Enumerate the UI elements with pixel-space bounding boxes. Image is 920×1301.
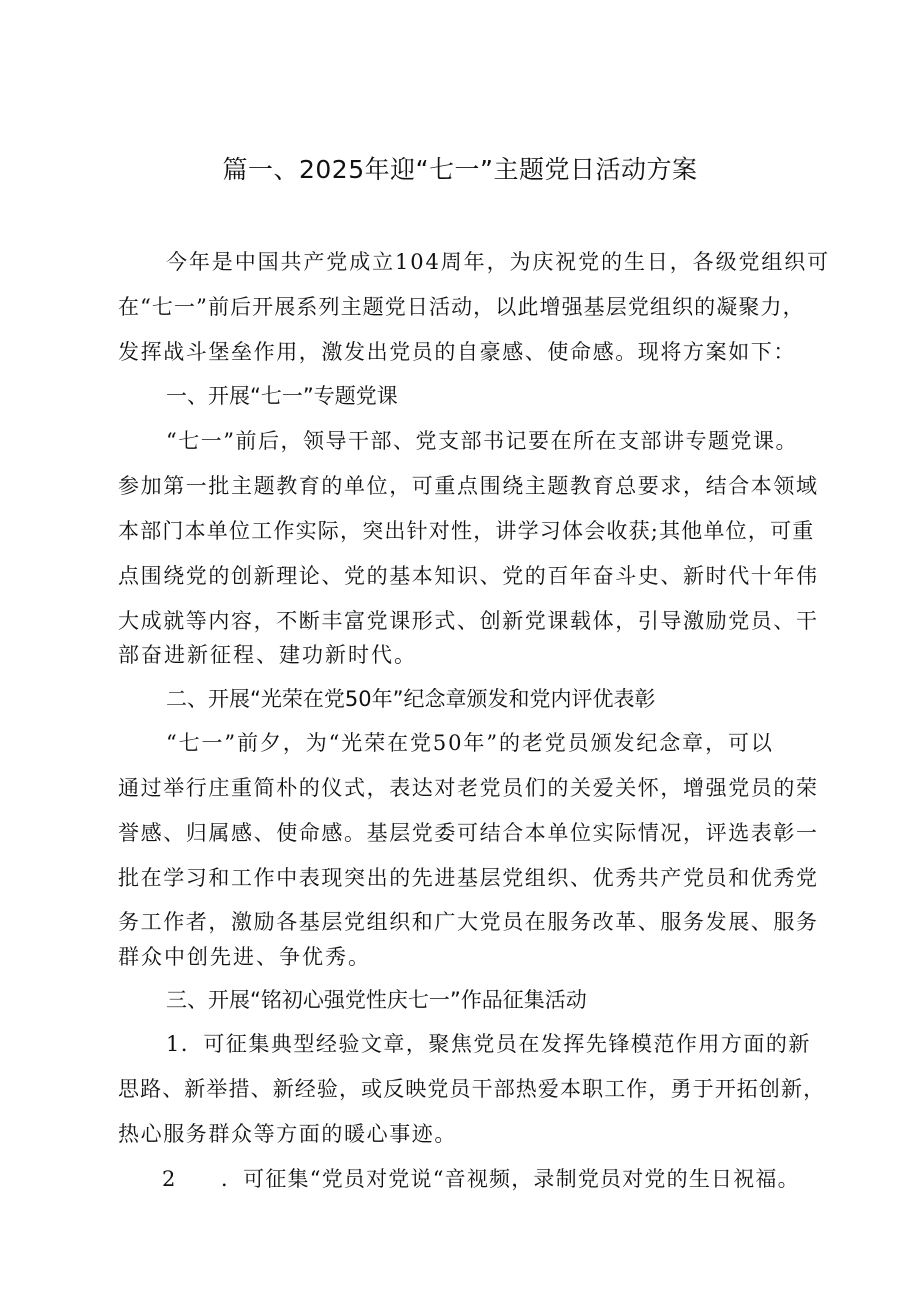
section-3-item-1-line-2: 思路、新举措、新经验，或反映党员干部热爱本职工作，勇于开拓创新， bbox=[118, 1077, 826, 1101]
intro-line-3: 发挥战斗堡垒作用，激发出党员的自豪感、使命感。现将方案如下： bbox=[118, 340, 796, 364]
section-2-line-3: 誉感、归属感、使命感。基层党委可结合本单位实际情况，评选表彰一 bbox=[118, 821, 819, 845]
section-2-line-4: 批在学习和工作中表现突出的先进基层党组织、优秀共产党员和优秀党 bbox=[118, 866, 819, 890]
section-2-line-5: 务工作者，激励各基层党组织和广大党员在服务改革、服务发展、服务 bbox=[118, 910, 819, 934]
section-2-line-6: 群众中创先进、争优秀。 bbox=[118, 945, 371, 969]
section-1-line-2: 参加第一批主题教育的单位，可重点围绕主题教育总要求，结合本领域 bbox=[118, 474, 819, 498]
section-1-heading: 一、开展“七一”专题党课 bbox=[166, 384, 398, 408]
section-1-line-3: 本部门本单位工作实际，突出针对性，讲学习体会收获;其他单位，可重 bbox=[118, 519, 815, 543]
section-3-item-1-line-3: 热心服务群众等方面的暖心事迹。 bbox=[118, 1122, 457, 1146]
section-3-item-1-line-1: 1．可征集典型经验文章，聚焦党员在发挥先锋模范作用方面的新 bbox=[166, 1032, 811, 1056]
section-1-line-1: “七一”前后，领导干部、党支部书记要在所在支部讲专题党课。 bbox=[166, 429, 798, 453]
section-3-heading: 三、开展“铭初心强党性庆七一”作品征集活动 bbox=[166, 988, 587, 1012]
document-title: 篇一、2025年迎“七一”主题党日活动方案 bbox=[222, 155, 698, 184]
intro-line-2: 在“七一”前后开展系列主题党日活动，以此增强基层党组织的凝聚力， bbox=[118, 295, 805, 319]
section-2-line-1: “七一”前夕，为“光荣在党50年”的老党员颁发纪念章，可以 bbox=[166, 731, 774, 755]
section-2-heading: 二、开展“光荣在党50年”纪念章颁发和党内评优表彰 bbox=[166, 687, 656, 711]
section-1-line-6: 部奋进新征程、建功新时代。 bbox=[118, 643, 417, 667]
section-3-item-2-line-1: 2 ．可征集“党员对党说“音视频，录制党员对党的生日祝福。 bbox=[162, 1167, 800, 1191]
section-2-line-2: 通过举行庄重简朴的仪式，表达对老党员们的关爱关怀，增强党员的荣 bbox=[118, 776, 819, 800]
intro-line-1: 今年是中国共产党成立104周年，为庆祝党的生日，各级党组织可 bbox=[166, 250, 831, 274]
section-1-line-4: 点围绕党的创新理论、党的基本知识、党的百年奋斗史、新时代十年伟 bbox=[118, 564, 819, 588]
section-1-line-5: 大成就等内容，不断丰富党课形式、创新党课载体，引导激励党员、干 bbox=[118, 609, 819, 633]
